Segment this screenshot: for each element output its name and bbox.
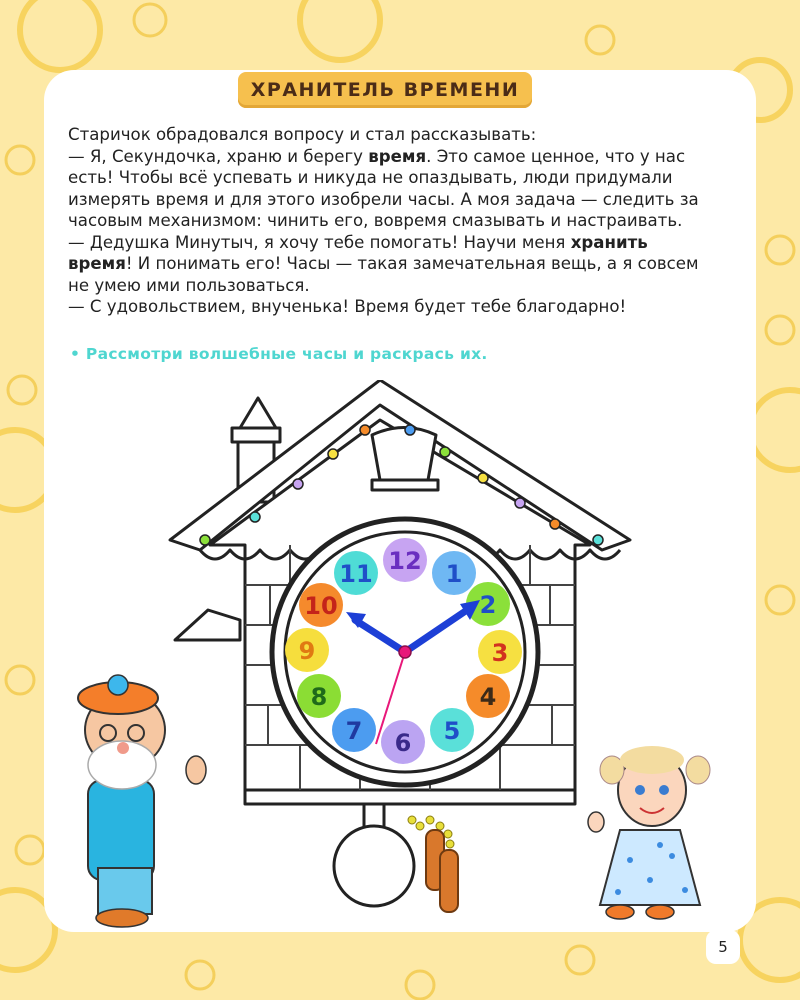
page-number: 5 xyxy=(706,930,740,964)
story-paragraph: Старичок обрадовался вопросу и стал рассказывать: xyxy=(68,125,537,144)
clock-number-5 xyxy=(430,708,474,752)
story-paragraph: — С удовольствием, внученька! Время будет тебе благодарно! xyxy=(68,297,627,316)
clock-number-7 xyxy=(332,708,376,752)
clock-number-4 xyxy=(466,674,510,718)
svg-text:10: 10 xyxy=(304,592,338,620)
clock-number-1 xyxy=(432,551,476,595)
story-text xyxy=(68,124,708,318)
svg-text:6: 6 xyxy=(394,729,412,757)
svg-text:9: 9 xyxy=(298,637,316,665)
clock-number-11 xyxy=(334,551,378,595)
task-instruction: • Рассмотри волшебные часы и раскрась их. xyxy=(70,345,488,363)
clock-number-8 xyxy=(297,674,341,718)
story-paragraph: — Я, Секундочка, храню и берегу время. Это самое ценное, что у нас есть! Чтобы всё успевать и никуда не опаздывать, люди придумали измерять время и для этого изобрели часы. А моя задача — следить за часовым механизмом: чинить его, вовремя смазывать и настраивать. xyxy=(68,146,699,230)
svg-text:3: 3 xyxy=(491,639,509,667)
svg-text:5: 5 xyxy=(443,717,461,745)
girl-character xyxy=(588,746,710,919)
clock-number-10 xyxy=(299,583,343,627)
cuckoo-clock-illustration xyxy=(0,380,800,940)
story-paragraph: — Дедушка Минутыч, я хочу тебе помогать! Научи меня хранить время! И понимать его! Часы — такая замечательная вещь, а я совсем не умею ими пользоваться. xyxy=(68,232,699,295)
svg-text:8: 8 xyxy=(310,683,328,711)
svg-text:12: 12 xyxy=(388,547,422,575)
clock-number-9 xyxy=(285,628,329,672)
svg-text:11: 11 xyxy=(339,560,373,588)
clock-number-6 xyxy=(381,720,425,764)
svg-text:4: 4 xyxy=(479,683,497,711)
svg-text:7: 7 xyxy=(345,717,363,745)
svg-text:2: 2 xyxy=(479,591,497,619)
grandpa-character xyxy=(78,675,206,927)
bold-word: время xyxy=(368,146,427,166)
clock-number-12 xyxy=(383,538,427,582)
clock-number-3 xyxy=(478,630,522,674)
bold-word: хранить время xyxy=(68,232,648,273)
clock-face xyxy=(272,519,538,785)
svg-text:1: 1 xyxy=(445,560,463,588)
page-title: ХРАНИТЕЛЬ ВРЕМЕНИ xyxy=(238,72,532,108)
